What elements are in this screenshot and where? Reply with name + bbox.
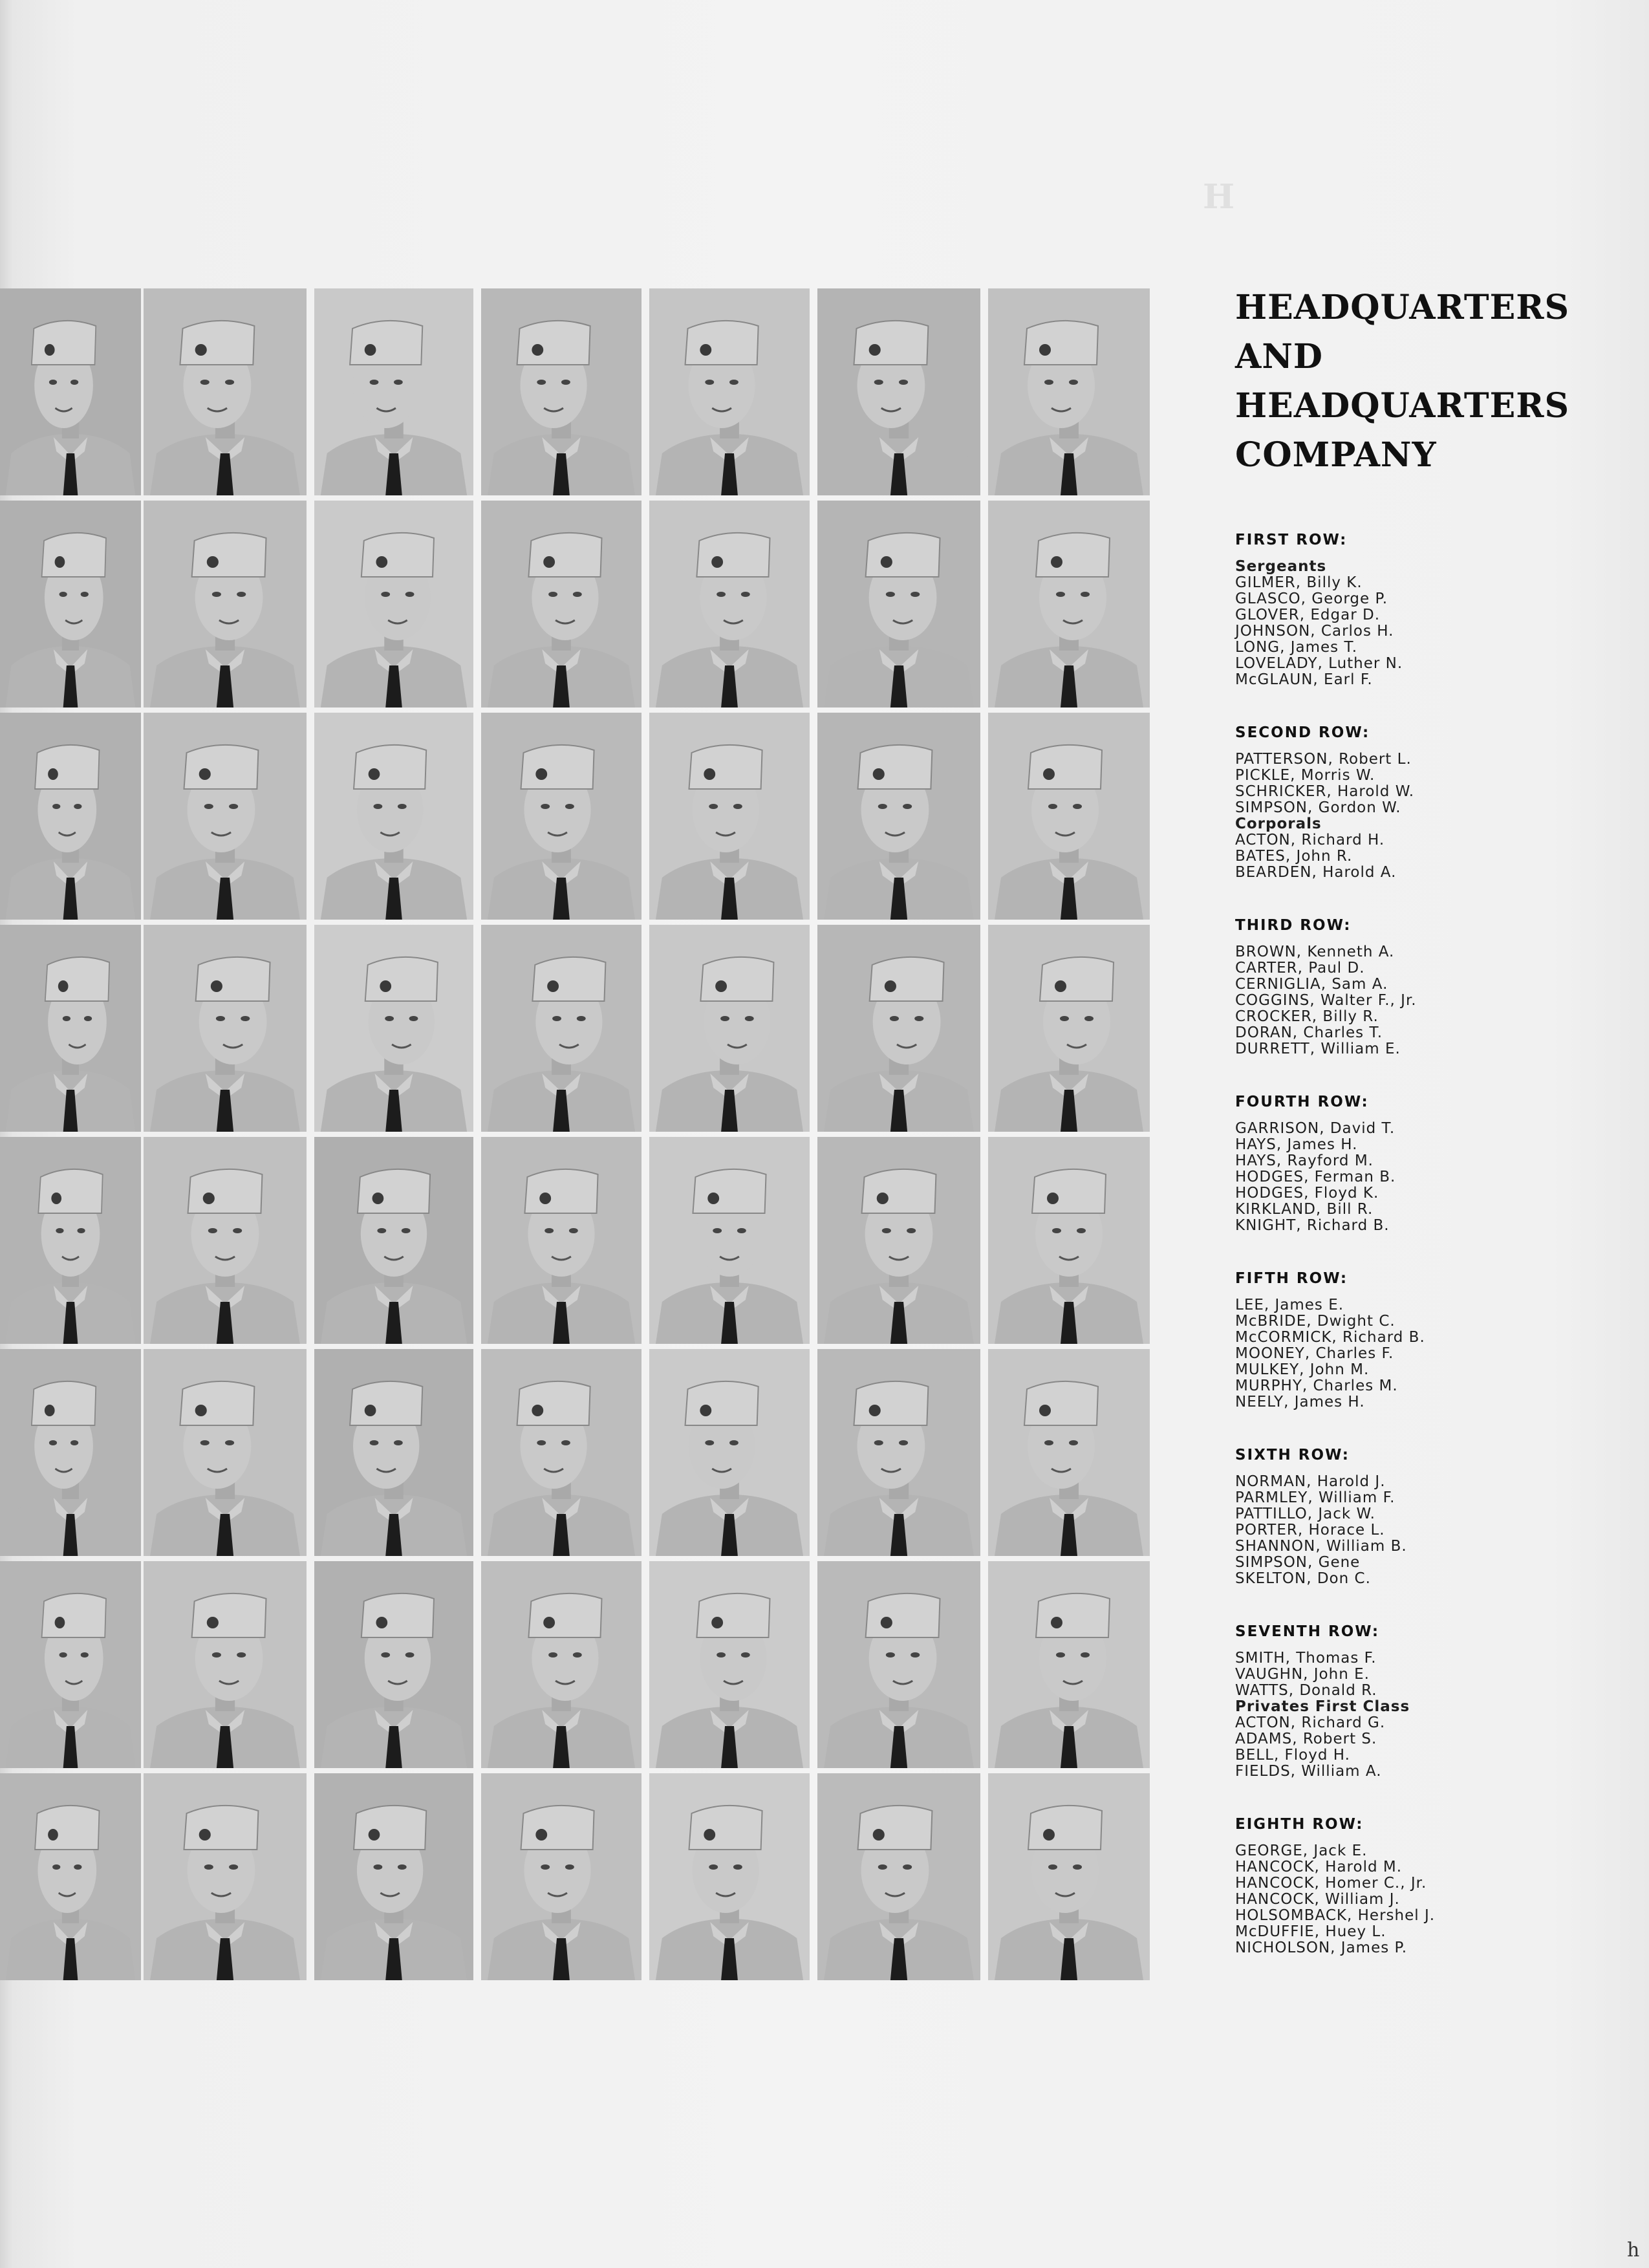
row-heading: FOURTH ROW: [1235, 1094, 1369, 1110]
soldier-name: CROCKER, Billy R. [1235, 1008, 1379, 1025]
portrait-photo [314, 713, 473, 920]
soldier-name: ACTON, Richard H. [1235, 832, 1385, 848]
soldier-name: BEARDEN, Harold A. [1235, 864, 1397, 881]
soldier-name: WATTS, Donald R. [1235, 1682, 1377, 1699]
rank-subheading: Privates First Class [1235, 1698, 1410, 1715]
portrait-photo [481, 1561, 641, 1768]
portrait-photo [0, 713, 141, 920]
portrait-photo [649, 925, 810, 1132]
soldier-name: PATTERSON, Robert L. [1235, 751, 1412, 768]
soldier-name: MOONEY, Charles F. [1235, 1345, 1394, 1362]
portrait-photo [481, 288, 641, 495]
soldier-name: GILMER, Billy K. [1235, 574, 1363, 591]
portrait-photo [314, 925, 473, 1132]
row-section [1235, 1270, 1623, 1410]
soldier-name: HANCOCK, Harold M. [1235, 1859, 1403, 1875]
portrait-photo [817, 501, 980, 707]
portrait-photo [817, 713, 980, 920]
soldier-name: McCORMICK, Richard B. [1235, 1329, 1425, 1346]
row-section [1235, 532, 1623, 688]
portrait-photo [988, 1137, 1150, 1344]
portrait-photo [817, 1773, 980, 1980]
portrait-photo [0, 1349, 141, 1556]
soldier-name: GARRISON, David T. [1235, 1120, 1396, 1137]
soldier-name: BROWN, Kenneth A. [1235, 944, 1395, 960]
soldier-name: DURRETT, William E. [1235, 1041, 1401, 1057]
title-line: HEADQUARTERS [1235, 288, 1569, 327]
soldier-name: KNIGHT, Richard B. [1235, 1217, 1390, 1234]
soldier-name: HAYS, Rayford M. [1235, 1152, 1374, 1169]
portrait-photo [314, 1561, 473, 1768]
portrait-photo [314, 501, 473, 707]
portrait-photo [649, 1773, 810, 1980]
portrait-photo [481, 925, 641, 1132]
page-corner-mark: h [1627, 2239, 1640, 2262]
soldier-name: HAYS, James H. [1235, 1136, 1358, 1153]
soldier-name: SHANNON, William B. [1235, 1538, 1407, 1555]
row-heading: FIFTH ROW: [1235, 1270, 1348, 1287]
portrait-photo [144, 501, 307, 707]
portrait-photo [144, 1349, 307, 1556]
soldier-name: COGGINS, Walter F., Jr. [1235, 992, 1417, 1009]
soldier-name: SMITH, Thomas F. [1235, 1650, 1377, 1667]
row-section [1235, 1816, 1623, 1956]
soldier-name: McGLAUN, Earl F. [1235, 671, 1373, 688]
portrait-photo [817, 288, 980, 495]
soldier-name: McBRIDE, Dwight C. [1235, 1313, 1396, 1330]
portrait-photo [988, 1773, 1150, 1980]
portrait-photo [0, 501, 141, 707]
roster-column [1235, 283, 1623, 1993]
portrait-photo [649, 501, 810, 707]
portrait-photo [817, 1349, 980, 1556]
portrait-photo [144, 713, 307, 920]
soldier-name: HODGES, Ferman B. [1235, 1169, 1396, 1185]
rank-subheading: Sergeants [1235, 558, 1327, 575]
soldier-name: NORMAN, Harold J. [1235, 1473, 1386, 1490]
soldier-name: HANCOCK, William J. [1235, 1891, 1400, 1908]
row-section [1235, 1623, 1623, 1780]
portrait-photo [649, 713, 810, 920]
title-line: COMPANY [1235, 435, 1437, 475]
soldier-name: KIRKLAND, Bill R. [1235, 1201, 1374, 1218]
portrait-photo [144, 1773, 307, 1980]
soldier-name: MURPHY, Charles M. [1235, 1377, 1398, 1394]
portrait-photo [144, 288, 307, 495]
row-section [1235, 1447, 1623, 1587]
company-title [1235, 283, 1623, 480]
portrait-photo [649, 1349, 810, 1556]
portrait-photo [988, 501, 1150, 707]
soldier-name: VAUGHN, John E. [1235, 1666, 1370, 1683]
portrait-photo [144, 925, 307, 1132]
soldier-name: DORAN, Charles T. [1235, 1024, 1383, 1041]
row-heading: EIGHTH ROW: [1235, 1816, 1364, 1833]
row-heading: SIXTH ROW: [1235, 1447, 1350, 1463]
portrait-grid [0, 288, 1150, 1979]
soldier-name: BELL, Floyd H. [1235, 1747, 1350, 1764]
soldier-name: PICKLE, Morris W. [1235, 767, 1375, 784]
row-heading: SEVENTH ROW: [1235, 1623, 1380, 1640]
soldier-name: GEORGE, Jack E. [1235, 1842, 1368, 1859]
soldier-name: HOLSOMBACK, Hershel J. [1235, 1907, 1436, 1924]
soldier-name: HANCOCK, Homer C., Jr. [1235, 1875, 1427, 1892]
soldier-name: NEELY, James H. [1235, 1394, 1365, 1410]
portrait-photo [314, 1137, 473, 1344]
title-line: AND [1235, 337, 1323, 376]
soldier-name: BATES, John R. [1235, 848, 1353, 865]
soldier-name: ADAMS, Robert S. [1235, 1731, 1377, 1747]
soldier-name: SCHRICKER, Harold W. [1235, 783, 1415, 800]
soldier-name: MULKEY, John M. [1235, 1361, 1370, 1378]
soldier-name: CARTER, Paul D. [1235, 960, 1365, 977]
portrait-photo [988, 713, 1150, 920]
soldier-name: GLOVER, Edgar D. [1235, 607, 1380, 623]
soldier-name: JOHNSON, Carlos H. [1235, 623, 1394, 640]
soldier-name: LONG, James T. [1235, 639, 1358, 656]
soldier-name: GLASCO, George P. [1235, 590, 1388, 607]
soldier-name: FIELDS, William A. [1235, 1763, 1382, 1780]
portrait-photo [649, 1137, 810, 1344]
soldier-name: ACTON, Richard G. [1235, 1714, 1386, 1731]
portrait-photo [144, 1137, 307, 1344]
soldier-name: LEE, James E. [1235, 1297, 1344, 1313]
soldier-name: CERNIGLIA, Sam A. [1235, 976, 1388, 993]
portrait-photo [649, 1561, 810, 1768]
soldier-name: SIMPSON, Gene [1235, 1554, 1361, 1571]
portrait-photo [817, 925, 980, 1132]
row-section [1235, 917, 1623, 1057]
soldier-name: SIMPSON, Gordon W. [1235, 799, 1401, 816]
portrait-photo [0, 1773, 141, 1980]
portrait-photo [817, 1137, 980, 1344]
portrait-photo [481, 1773, 641, 1980]
row-listings [1235, 532, 1623, 1956]
row-section [1235, 1094, 1623, 1234]
portrait-photo [314, 1349, 473, 1556]
portrait-photo [481, 501, 641, 707]
portrait-photo [817, 1561, 980, 1768]
portrait-photo [649, 288, 810, 495]
soldier-name: McDUFFIE, Huey L. [1235, 1923, 1386, 1940]
soldier-name: NICHOLSON, James P. [1235, 1939, 1408, 1956]
soldier-name: SKELTON, Don C. [1235, 1570, 1371, 1587]
portrait-photo [481, 1137, 641, 1344]
portrait-photo [988, 288, 1150, 495]
portrait-photo [481, 713, 641, 920]
row-heading: SECOND ROW: [1235, 724, 1370, 741]
bleed-through-text: H [1203, 177, 1235, 217]
row-heading: FIRST ROW: [1235, 532, 1348, 548]
soldier-name: PORTER, Horace L. [1235, 1522, 1385, 1539]
portrait-photo [0, 1561, 141, 1768]
portrait-photo [314, 288, 473, 495]
portrait-photo [0, 288, 141, 495]
row-section [1235, 724, 1623, 881]
rank-subheading: Corporals [1235, 815, 1322, 832]
soldier-name: PATTILLO, Jack W. [1235, 1506, 1375, 1522]
portrait-photo [988, 925, 1150, 1132]
portrait-photo [144, 1561, 307, 1768]
portrait-photo [314, 1773, 473, 1980]
portrait-photo [0, 1137, 141, 1344]
soldier-name: LOVELADY, Luther N. [1235, 655, 1403, 672]
portrait-photo [988, 1349, 1150, 1556]
title-line: HEADQUARTERS [1235, 386, 1569, 426]
portrait-photo [0, 925, 141, 1132]
soldier-name: HODGES, Floyd K. [1235, 1185, 1379, 1202]
portrait-photo [481, 1349, 641, 1556]
portrait-photo [988, 1561, 1150, 1768]
row-heading: THIRD ROW: [1235, 917, 1352, 934]
soldier-name: PARMLEY, William F. [1235, 1489, 1396, 1506]
